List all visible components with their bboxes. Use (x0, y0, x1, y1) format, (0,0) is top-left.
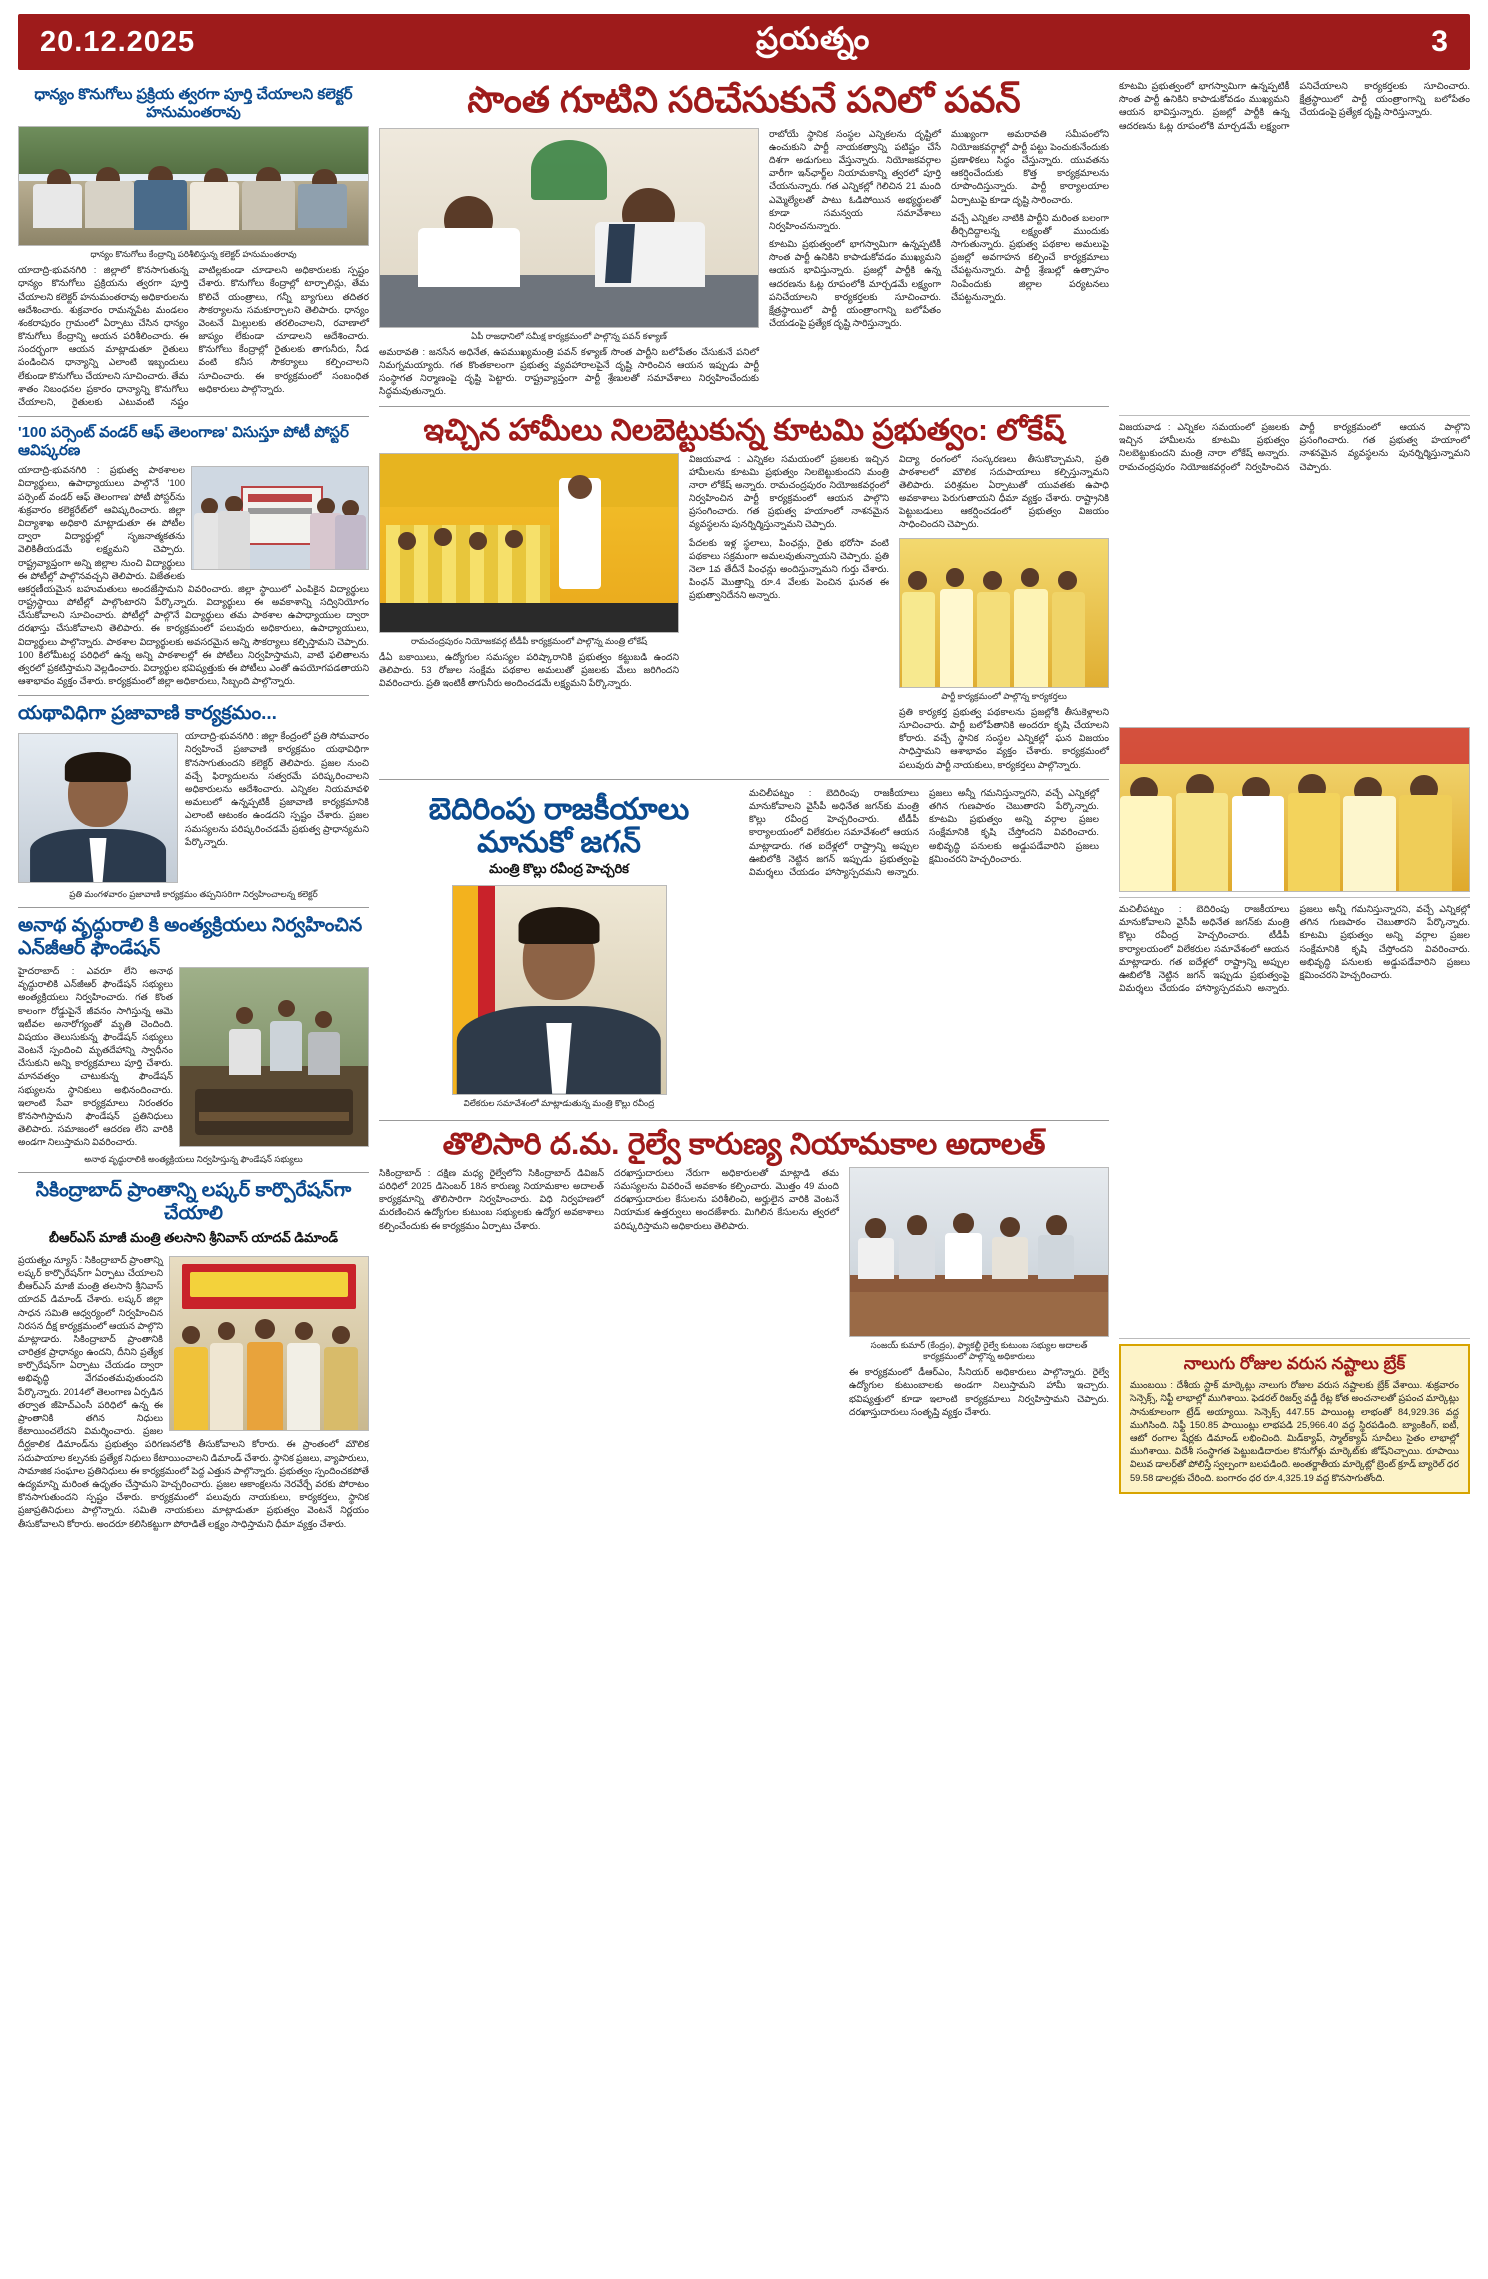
article-pawan-lead (379, 80, 1109, 399)
page-content (18, 80, 1470, 1531)
divider (1119, 415, 1470, 416)
article-railway-adalat (379, 1128, 1109, 1419)
market-box-body: ముంబయి : దేశీయ స్టాక్ మార్కెట్లు నాలుగు రోజుల వరుస నష్టాలకు బ్రేక్ వేశాయి. శుక్రవారం సెన్సెక్స్, నిఫ్టీ లాభాల్లో ముగిశాయి. ఫెడరల్ రిజర్వ్ వడ్డీ రేట్ల కోత అంచనాలతో ప్రపంచ మార్కెట్లు సానుకూలంగా ట్రేడ్ అయ్యాయి. సెన్సెక్స్ 447.55 పాయింట్ల లాభంతో 84,929.36 వద్ద ముగిసింది. నిఫ్టీ 150.85 పాయింట్లు లాభపడి 25,966.40 వద్ద స్థిరపడింది. బ్యాంకింగ్, ఐటీ, ఆటో రంగాల షేర్లకు డిమాండ్ లభించింది. మిడ్​క్యాప్, స్మాల్​క్యాప్ సూచీలు సైతం లాభాల్లో ముగిశాయి. విదేశీ సంస్థాగత పెట్టుబడిదారుల కొనుగోళ్లు మార్కెట్​కు జోష్​నిచ్చాయి. రూపాయి విలువ డాలర్​తో పోలిస్తే స్వల్పంగా బలపడింది. అంతర్జాతీయ మార్కెట్లో బ్రెంట్ క్రూడ్ బ్యారెల్ ధర 59.58 డాలర్లకు చేరింది. బంగారం ధర రూ.4,325.19 వద్ద కొనసాగుతోంది. (1130, 1380, 1459, 1483)
article-photo-2 (899, 538, 1109, 688)
article-lashkar-corporation (18, 1180, 369, 1531)
article-photo (169, 1256, 369, 1431)
article-photo (379, 453, 679, 633)
article-headline: అనాథ వృద్ధురాలి కి అంత్యక్రియలు నిర్వహించిన ఎన్​జీఆర్ ఫౌండేషన్ (18, 915, 363, 960)
divider (18, 695, 369, 696)
article-body-1: విజయవాడ : ఎన్నికల సమయంలో ప్రజలకు ఇచ్చిన హామీలను కూటమి ప్రభుత్వం నిలబెట్టుకుందని మంత్రి నారా లోకేష్ అన్నారు. రామచంద్రపురం నియోజకవర్గంలో నిర్వహించిన పార్టీ కార్యక్రమంలో ఆయన పాల్గొని ప్రసంగించారు. గత ప్రభుత్వ హయాంలో నాశనమైన వ్యవస్థలను పునర్నిర్మిస్తున్నామని చెప్పారు. (689, 453, 889, 530)
photo-caption: రామచంద్రపురం నియోజకవర్గ టీడీపీ కార్యక్రమంలో పాల్గొన్న మంత్రి లోకేష్ (410, 635, 648, 646)
divider (18, 416, 369, 417)
article-photo (849, 1167, 1109, 1337)
article-grain-procurement (18, 86, 369, 409)
photo-caption: అనాథ వృద్ధురాలికి అంత్యక్రియలు నిర్వహిస్తున్న ఫౌండేషన్ సభ్యులు (84, 1153, 303, 1164)
article-body: మచిలీపట్నం : బెదిరింపు రాజకీయాలు మానుకోవాలని వైసీపీ అధినేత జగన్​కు మంత్రి కొల్లు రవీంద్ర హెచ్చరించారు. టీడీపీ కార్యాలయంలో విలేకరుల సమావేశంలో ఆయన మాట్లాడారు. గత ఐదేళ్లలో రాష్ట్రాన్ని అప్పుల ఊబిలోకి నెట్టిన జగన్ ఇప్పుడు ప్రభుత్వంపై విమర్శలు చేయడం హాస్యాస్పదమని అన్నారు. ప్రజలు అన్నీ గమనిస్తున్నారని, వచ్చే ఎన్నికల్లో తగిన గుణపాఠం చెబుతారని పేర్కొన్నారు. కూటమి ప్రభుత్వం అన్ని వర్గాల ప్రజల సంక్షేమానికి కృషి చేస్తోందని వివరించారు. అభివృద్ధి పనులకు అడ్డుపడేవారిని ప్రజలు క్షమించరని హెచ్చరించారు. (749, 787, 1099, 877)
article-kollu-ravindra (379, 787, 1109, 1113)
article-body-2: దరఖాస్తుదారులు నేరుగా అధికారులతో మాట్లాడి తమ సమస్యలను వివరించే అవకాశం కల్పించారు. మొత్తం 49 మంది దరఖాస్తుదారుల కేసులను పరిశీలించి, అర్హులైన వారికి వెంటనే నియామక ఉత్తర్వులు అందజేశారు. మిగిలిన కేసులను త్వరలో పరిష్కరిస్తామని అధికారులు తెలిపారు. (614, 1167, 839, 1231)
market-summary-box (1119, 1344, 1470, 1494)
lead-body-3: కూటమి ప్రభుత్వంలో భాగస్వామిగా ఉన్నప్పటికీ సొంత పార్టీ ఉనికిని కాపాడుకోవడం ముఖ్యమని ఆయన భావిస్తున్నారు. ప్రజల్లో పార్టీకి ఉన్న ఆదరణను ఓట్ల రూపంలోకి మార్చడమే లక్ష్యంగా పనిచేయాలని కార్యకర్తలకు సూచించారు. క్షేత్రస్థాయిలో పార్టీ యంత్రాంగాన్ని బలోపేతం చేయడంపై ప్రత్యేక దృష్టి సారిస్తున్నారు. (769, 239, 941, 329)
lead-continuation: కూటమి ప్రభుత్వంలో భాగస్వామిగా ఉన్నప్పటికీ సొంత పార్టీ ఉనికిని కాపాడుకోవడం ముఖ్యమని ఆయన భావిస్తున్నారు. ప్రజల్లో పార్టీకి ఉన్న ఆదరణను ఓట్ల రూపంలోకి మార్చడమే లక్ష్యంగా పనిచేయాలని కార్యకర్తలకు సూచించారు. క్షేత్రస్థాయిలో పార్టీ యంత్రాంగాన్ని బలోపేతం చేయడంపై ప్రత్యేక దృష్టి సారిస్తున్నారు. (1119, 81, 1470, 131)
photo-caption: విలేకరుల సమావేశంలో మాట్లాడుతున్న మంత్రి కొల్లు రవీంద్ర (463, 1097, 655, 1108)
article-body: యాదాద్రి-భువనగిరి : జిల్లా కేంద్రంలో ప్రతి సోమవారం నిర్వహించే ప్రజావాణి కార్యక్రమం యథావిధిగా కొనసాగుతుందని కలెక్టర్ తెలిపారు. ప్రజల నుంచి వచ్చే ఫిర్యాదులను సత్వరమే పరిష్కరించాలని అధికారులను ఆదేశించారు. ఎన్నికల నియమావళి అమలులో ఉన్నప్పటికీ ప్రజావాణి కార్యక్రమానికి ఎలాంటి ఆటంకం ఉండదని స్పష్టం చేశారు. ప్రజల సమస్యలను పరిష్కరించడమే ప్రభుత్వ ప్రాధాన్యమని పేర్కొన్నారు. (185, 731, 369, 847)
divider (379, 1120, 1109, 1121)
publication-date: 20.12.2025 (40, 25, 196, 58)
article-headline: సికింద్రాబాద్ ప్రాంతాన్ని లష్కర్ కార్పొరేషన్​గా చేయాలి (35, 1180, 352, 1224)
article-photo-portrait (18, 733, 178, 883)
photo-caption: ధాన్యం కొనుగోలు కేంద్రాన్ని పరిశీలిస్తున్న కలెక్టర్ హనుమంతరావు (90, 249, 297, 259)
lead-body-2: రాబోయే స్థానిక సంస్థల ఎన్నికలను దృష్టిలో ఉంచుకుని పార్టీ నాయకత్వాన్ని పటిష్టం చేసే దిశగా అడుగులు వేస్తున్నారు. నియోజకవర్గాల వారీగా ఇన్​ఛార్జ్​ల నియామకాన్ని త్వరలో పూర్తి చేయనున్నారు. గత ఎన్నికల్లో గెలిచిన 21 మంది ఎమ్మెల్యేలతో పాటు ఓడిపోయిన అభ్యర్థులతో కూడా సమన్వయ సమావేశాలు నిర్వహించనున్నారు. (769, 128, 941, 231)
market-box-title: నాలుగు రోజుల వరుస నష్టాలు బ్రేక్ (1183, 1354, 1406, 1373)
divider (18, 907, 369, 908)
article-body-5: ప్రతి కార్యకర్త ప్రభుత్వ పథకాలను ప్రజల్లోకి తీసుకెళ్లాలని సూచించారు. పార్టీ బలోపేతానికి అందరూ కృషి చేయాలని కోరారు. వచ్చే స్థానిక సంస్థల ఎన్నికల్లో ఘన విజయం సాధిస్తామని ఆశాభావం వ్యక్తం చేశారు. కార్యక్రమంలో పలువురు పార్టీ నాయకులు, కార్యకర్తలు పాల్గొన్నారు. (899, 706, 1109, 770)
kollu-continuation: మచిలీపట్నం : బెదిరింపు రాజకీయాలు మానుకోవాలని వైసీపీ అధినేత జగన్​కు మంత్రి కొల్లు రవీంద్ర హెచ్చరించారు. టీడీపీ కార్యాలయంలో విలేకరుల సమావేశంలో ఆయన మాట్లాడారు. గత ఐదేళ్లలో రాష్ట్రాన్ని అప్పుల ఊబిలోకి నెట్టిన జగన్ ఇప్పుడు ప్రభుత్వంపై విమర్శలు చేయడం హాస్యాస్పదమని అన్నారు. ప్రజలు అన్నీ గమనిస్తున్నారని, వచ్చే ఎన్నికల్లో తగిన గుణపాఠం చెబుతారని పేర్కొన్నారు. కూటమి ప్రభుత్వం అన్ని వర్గాల ప్రజల సంక్షేమానికి కృషి చేస్తోందని వివరించారు. అభివృద్ధి పనులకు అడ్డుపడేవారిని ప్రజలు క్షమించరని హెచ్చరించారు. (1119, 904, 1470, 994)
article-photo (191, 466, 369, 570)
divider (1119, 1338, 1470, 1339)
photo-caption-2: పార్టీ కార్యక్రమంలో పాల్గొన్న కార్యకర్తలు (941, 690, 1067, 701)
right-column (1119, 80, 1470, 1531)
article-headline: తొలిసారి ద.మ. రైల్వే కారుణ్య నియామకాల అదాలత్ (442, 1127, 1046, 1161)
lokesh-continuation: విజయవాడ : ఎన్నికల సమయంలో ప్రజలకు ఇచ్చిన హామీలను కూటమి ప్రభుత్వం నిలబెట్టుకుందని మంత్రి నారా లోకేష్ అన్నారు. రామచంద్రపురం నియోజకవర్గంలో నిర్వహించిన పార్టీ కార్యక్రమంలో ఆయన పాల్గొని ప్రసంగించారు. గత ప్రభుత్వ హయాంలో నాశనమైన వ్యవస్థలను పునర్నిర్మిస్తున్నామని చెప్పారు. (1119, 422, 1470, 472)
article-poster-launch (18, 424, 369, 688)
middle-column (379, 80, 1109, 1531)
page-number: 3 (1431, 25, 1448, 58)
article-headline: బెదిరింపు రాజకీయాలు మానుకో జగన్ (428, 792, 690, 859)
lead-headline: సొంత గూటిని సరిచేసుకునే పనిలో పవన్ (467, 79, 1021, 120)
article-subhead: బీఆర్ఎస్ మాజీ మంత్రి తలసాని శ్రీనివాస్ యాదవ్ డిమాండ్ (48, 1229, 339, 1245)
party-workers-photo (1119, 727, 1470, 892)
divider (1119, 897, 1470, 898)
photo-caption: ఏపీ రాజధానిలో సమీక్ష కార్యక్రమంలో పాల్గొన్న పవన్ కళ్యాణ్ (471, 330, 667, 341)
article-body-1: సికింద్రాబాద్ : దక్షిణ మధ్య రైల్వేలోని సికింద్రాబాద్ డివిజన్ పరిధిలో 2025 డిసెంబర్ 18న కారుణ్య నియామకాల అదాలత్ కార్యక్రమాన్ని తొలిసారిగా నిర్వహించారు. విధి నిర్వహణలో మరణించిన ఉద్యోగుల కుటుంబ సభ్యులకు ఉద్యోగ అవకాశాలు కల్పించేందుకు ఈ కార్యక్రమం ఏర్పాటు చేశారు. (379, 1167, 604, 1231)
newspaper-title: ప్రయత్నం (756, 20, 871, 56)
article-body-2: డీఏ బకాయిలు, ఉద్యోగుల సమస్యల పరిష్కారానికి ప్రభుత్వం కట్టుబడి ఉందని తెలిపారు. 53 రోజుల సంక్షేమ పథకాల అమలుతో ప్రజలకు మేలు జరిగిందని వివరించారు. ప్రతి ఇంటికీ తాగునీరు అందించడమే లక్ష్యమని పేర్కొన్నారు. (379, 651, 679, 689)
article-photo (18, 126, 369, 246)
article-body: యాదాద్రి-భువనగిరి : జిల్లాలో కొనసాగుతున్న ధాన్యం కొనుగోలు ప్రక్రియను త్వరగా పూర్తి చేయాలని కలెక్టర్ హనుమంతరావు అధికారులను ఆదేశించారు. శుక్రవారం రామన్నపేట మండలం శంకరాపురం గ్రామంలో ఏర్పాటు చేసిన ధాన్యం కొనుగోలు కేంద్రాన్ని ఆయన పరిశీలించారు. ఈ సందర్భంగా ఆయన మాట్లాడుతూ రైతులు పండించిన ధాన్యాన్ని ఎలాంటి ఇబ్బందులు లేకుండా కొనుగోలు చేయాలని సూచించారు. తేమ శాతం నిబంధనల ప్రకారం ధాన్యాన్ని కొనుగోలు చేయాలని, రైతులకు ఎటువంటి నష్టం వాటిల్లకుండా చూడాలని అధికారులకు స్పష్టం చేశారు. కొనుగోలు కేంద్రాల్లో టార్పాలిన్లు, తేమ కొలిచే యంత్రాలు, గన్నీ బ్యాగులు తదితర సౌకర్యాలను సమకూర్చాలని తెలిపారు. ధాన్యం వెంటనే మిల్లులకు తరలించాలని, రవాణాలో జాప్యం లేకుండా చూడాలని ఆదేశించారు. కొనుగోలు కేంద్రాల్లో రైతులకు తాగునీరు, నీడ వంటి కనీస సౌకర్యాలు కల్పించాలని సూచించారు. ఈ కార్యక్రమంలో సంబంధిత అధికారులు పాల్గొన్నారు. (18, 265, 369, 408)
photo-caption: ప్రతి మంగళవారం ప్రజావాణి కార్యక్రమం తప్పనిసరిగా నిర్వహించాలన్న కలెక్టర్ (69, 889, 318, 900)
divider (379, 779, 1109, 780)
article-headline: '100 పర్సెంట్ వండర్​ ఆఫ్ తెలంగాణ' విసుస్తూ పోటీ పోస్టర్ ఆవిష్కరణ (18, 424, 349, 460)
article-prajavani (18, 703, 369, 900)
article-headline: ధాన్యం కొనుగోలు ప్రక్రియ త్వరగా పూర్తి చేయాలని కలెక్టర్ హనుమంతరావు (34, 86, 353, 121)
article-body-3: పేదలకు ఇళ్ల స్థలాలు, పింఛన్లు, రైతు భరోసా వంటి పథకాలు సక్రమంగా అమలవుతున్నాయని చెప్పారు. ప్రతి నెలా 1వ తేదీనే పింఛన్లు అందిస్తున్నామని గుర్తు చేశారు. పింఛన్ మొత్తాన్ని రూ.4 వేలకు పెంచిన ఘనత ఈ ప్రభుత్వానిదేనని అన్నారు. (689, 537, 889, 601)
divider (18, 1172, 369, 1173)
lead-body-4: ముఖ్యంగా అమరావతి సమీపంలోని నియోజకవర్గాల్లో పార్టీ పట్టు పెంచుకునేందుకు ప్రణాళికలు సిద్ధం చేస్తున్నారు. యువతను ఆకర్షించేందుకు కొత్త కార్యక్రమాలను రూపొందిస్తున్నారు. పార్టీ కార్యాలయాల ఏర్పాటుపై కూడా దృష్టి సారించారు. (951, 128, 1109, 205)
left-column (18, 80, 369, 1531)
article-subhead: మంత్రి కొల్లు రవీంద్ర హెచ్చరిక (489, 860, 629, 876)
lead-body-1: అమరావతి : జనసేన అధినేత, ఉపముఖ్యమంత్రి పవన్ కళ్యాణ్ సొంత పార్టీని బలోపేతం చేసుకునే పనిలో నిమగ్నమయ్యారు. గత కొంతకాలంగా ప్రభుత్వ వ్యవహారాలపైనే దృష్టి సారించిన ఆయన ఇప్పుడు పార్టీ సంస్థాగత నిర్మాణంపై దృష్టి పెట్టారు. రాష్ట్రవ్యాప్తంగా పార్టీ శ్రేణులతో సమావేశాలు నిర్వహించేందుకు సిద్ధమవుతున్నారు. (379, 346, 759, 397)
divider (379, 406, 1109, 407)
article-lokesh (379, 414, 1109, 772)
masthead (18, 14, 1470, 70)
article-body-3: ఈ కార్యక్రమంలో డీఆర్ఎం, సీనియర్ అధికారులు పాల్గొన్నారు. రైల్వే ఉద్యోగుల కుటుంబాలకు అండగా నిలుస్తామని హామీ ఇచ్చారు. భవిష్యత్తులో కూడా ఇలాంటి కార్యక్రమాలు నిర్వహిస్తామని చెప్పారు. దరఖాస్తుదారులు సంతృప్తి వ్యక్తం చేశారు. (849, 1367, 1109, 1417)
article-body-4: విద్యా రంగంలో సంస్కరణలు తీసుకొచ్చామని, ప్రతి పాఠశాలలో మౌలిక సదుపాయాలు కల్పిస్తున్నామని తెలిపారు. పరిశ్రమల ఏర్పాటుతో యువతకు ఉపాధి అవకాశాలు పెరుగుతాయని ధీమా వ్యక్తం చేశారు. రాష్ట్రానికి పెట్టుబడులు ఆకర్షించడంలో ప్రభుత్వం విజయం సాధించిందని చెప్పారు. (899, 453, 1109, 530)
article-body: ప్రయత్నం న్యూస్ : సికింద్రాబాద్ ప్రాంతాన్ని లష్కర్ కార్పొరేషన్​గా ఏర్పాటు చేయాలని బీఆర్ఎస్ మాజీ మంత్రి తలసాని శ్రీనివాస్ యాదవ్ డిమాండ్ చేశారు. లష్కర్ జిల్లా సాధన సమితి ఆధ్వర్యంలో నిర్వహించిన నిరసన దీక్ష కార్యక్రమంలో ఆయన పాల్గొని మాట్లాడారు. సికింద్రాబాద్ ప్రాంతానికి చారిత్రక ప్రాధాన్యం ఉందని, దీనిని ప్రత్యేక కార్పొరేషన్​గా ఏర్పాటు చేయడం ద్వారా అభివృద్ధి వేగవంతమవుతుందని పేర్కొన్నారు. 2014లో తెలంగాణ ఏర్పడిన తర్వాత జీహెచ్ఎంసీ పరిధిలో ఉన్న ఈ ప్రాంతానికి తగిన నిధులు కేటాయించలేదని విమర్శించారు. ప్రజల దీర్ఘకాలిక డిమాండ్​ను ప్రభుత్వం పరిగణనలోకి తీసుకోవాలని కోరారు. ఈ ప్రాంతంలో మౌలిక సదుపాయాల కల్పనకు ప్రత్యేక నిధులు కేటాయించాలని డిమాండ్ చేశారు. స్థానిక ప్రజలు, వ్యాపారులు, సామాజిక సంఘాల ప్రతినిధులు ఈ కార్యక్రమంలో పెద్ద ఎత్తున పాల్గొన్నారు. ప్రభుత్వం స్పందించకపోతే ఉద్యమాన్ని మరింత ఉధృతం చేస్తామని హెచ్చరించారు. ప్రజల ఆకాంక్షలను నెరవేర్చే వరకు పోరాటం కొనసాగుతుందని స్పష్టం చేశారు. కార్యక్రమంలో పలువురు నాయకులు, కార్యకర్తలు, స్థానిక ప్రజాప్రతినిధులు పాల్గొన్నారు. సమితి నాయకులు మాట్లాడుతూ ప్రభుత్వం వెంటనే నిర్ణయం తీసుకోవాలని కోరారు. అందరూ కలిసికట్టుగా పోరాడితే లక్ష్యం సాధిస్తామని ధీమా వ్యక్తం చేశారు. (18, 1254, 369, 1529)
article-photo (179, 967, 369, 1147)
photo-caption: సంజయ్ కుమార్ (కేంద్రం), ఫ్యాకల్టీ రైల్వే కుటుంబ సభ్యుల అదాలత్ కార్యక్రమంలో పాల్గొన్న అధికారులు (870, 1339, 1088, 1362)
lead-body-5: వచ్చే ఎన్నికల నాటికి పార్టీని మరింత బలంగా తీర్చిదిద్దాలన్న లక్ష్యంతో ముందుకు సాగుతున్నారు. ప్రభుత్వ పథకాల అమలుపై ప్రజల్లో అవగాహన కల్పించే కార్యక్రమాలు చేపట్టనున్నారు. పార్టీ శ్రేణుల్లో ఉత్సాహం నింపేందుకు జిల్లాల పర్యటనలు చేపట్టనున్నారు. (951, 212, 1109, 302)
article-ngr-foundation (18, 915, 369, 1165)
article-photo (452, 885, 667, 1095)
article-headline: ఇచ్చిన హామీలు నిలబెట్టుకున్న కూటమి ప్రభుత్వం: లోకేష్ (423, 413, 1065, 447)
article-headline: యథావిధిగా ప్రజావాణి కార్యక్రమం... (18, 703, 277, 725)
article-body: హైదరాబాద్ : ఎవరూ లేని అనాథ వృద్ధురాలికి ఎన్​జీఆర్ ఫౌండేషన్ సభ్యులు అంత్యక్రియలు నిర్వహించారు. గత కొంత కాలంగా రోడ్డుపైనే జీవనం సాగిస్తున్న ఆమె ఇటీవల అనారోగ్యంతో మృతి చెందింది. విషయం తెలుసుకున్న ఫౌండేషన్ సభ్యులు వెంటనే స్పందించి మృతదేహాన్ని స్వాధీనం చేసుకుని అన్ని కార్యక్రమాలు పూర్తి చేశారు. మానవత్వం చాటుకున్న ఫౌండేషన్ సభ్యులను స్థానికులు అభినందించారు. ఇలాంటి సేవా కార్యక్రమాలు నిరంతరం కొనసాగిస్తామని ఫౌండేషన్ ప్రతినిధులు తెలిపారు. సమాజంలో ఆదరణ లేని వారికి అండగా నిలుస్తామని వివరించారు. (18, 965, 173, 1148)
lead-photo (379, 128, 759, 328)
article-body: యాదాద్రి-భువనగిరి : ప్రభుత్వ పాఠశాలల విద్యార్థులు, ఉపాధ్యాయులు పాల్గొనే '100 పర్సెంట్ వండర్ ఆఫ్ తెలంగాణ' పోటీ పోస్టర్​ను శుక్రవారం కలెక్టరేట్​లో ఆవిష్కరించారు. జిల్లా విద్యాశాఖ అధికారి మాట్లాడుతూ ఈ పోటీల ద్వారా విద్యార్థుల్లో సృజనాత్మకతను వెలికితీయడమే లక్ష్యమని చెప్పారు. రాష్ట్రవ్యాప్తంగా అన్ని జిల్లాల నుంచి విద్యార్థులు ఈ పోటీల్లో పాల్గొనవచ్చని తెలిపారు. విజేతలకు ఆకర్షణీయమైన బహుమతులు అందజేస్తామని వివరించారు. జిల్లా స్థాయిలో ఎంపికైన విద్యార్థులు రాష్ట్రస్థాయి పోటీల్లో పాల్గొంటారని పేర్కొన్నారు. విద్యార్థులు ఈ అవకాశాన్ని సద్వినియోగం చేసుకోవాలని సూచించారు. పోటీల్లో పాల్గొనే విద్యార్థులు తమ పాఠశాల ఉపాధ్యాయుల ద్వారా దరఖాస్తు చేసుకోవాలని తెలిపారు. ఈ కార్యక్రమంలో పలువురు అధికారులు, ఉపాధ్యాయులు, విద్యార్థులు పాల్గొన్నారు. పాఠశాల విద్యార్థులకు అవసరమైన అన్ని సౌకర్యాలు కల్పిస్తామని చెప్పారు. 100 కిలోమీటర్ల పరిధిలో ఉన్న అన్ని పాఠశాలల్లో ఈ పోటీలు నిర్వహిస్తామని, వాటి ఫలితాలను త్వరలో ప్రకటిస్తామని వెల్లడించారు. విద్యార్థుల భవిష్యత్తుకు ఈ పోటీలు ఎంతో ఉపయోగపడతాయని ఆశాభావం వ్యక్తం చేశారు. కార్యక్రమంలో జిల్లా అధికారులు, సిబ్బంది పాల్గొన్నారు. (18, 465, 369, 687)
